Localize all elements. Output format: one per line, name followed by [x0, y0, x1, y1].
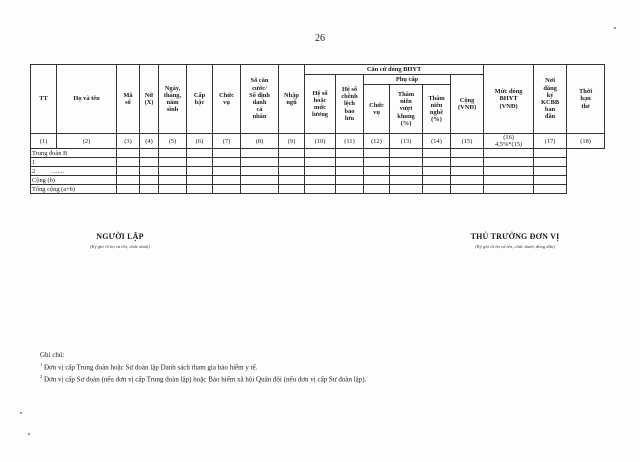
header-diff-coef: Hệ số chênh lệch bảo lưu — [336, 75, 364, 134]
note-item — [40, 372, 600, 384]
head-of-unit-title: THỦ TRƯỞNG ĐƠN VỊ — [470, 232, 560, 241]
col-number: (10) — [305, 134, 336, 149]
col-number: (17) — [534, 134, 567, 149]
header-dob: Ngày, tháng, năm sinh — [159, 65, 187, 134]
header-salary-coef: Hệ số hoặc mức lương — [305, 75, 336, 134]
row-label: 1 — [31, 158, 117, 167]
header-rank: Cấp bậc — [187, 65, 213, 134]
preparer-title: NGƯỜI LẬP — [96, 232, 144, 241]
header-total: Cộng (VNĐ) — [451, 75, 484, 134]
note-item — [40, 360, 600, 372]
header-code: Mã số — [117, 65, 140, 134]
col-number: (5) — [159, 134, 187, 149]
header-validity: Thời hạn thẻ — [567, 65, 605, 134]
header-position: Chức vụ — [213, 65, 241, 134]
table-row — [31, 167, 605, 176]
row-label: Cộng (b) — [31, 176, 117, 185]
header-allowance: Phụ cấp — [364, 75, 451, 85]
col-number: (18) — [567, 134, 605, 149]
head-of-unit-signature-block — [430, 232, 600, 249]
note-mark: 1 — [40, 362, 43, 367]
header-id-number: Số căn cước/ Số định danh cá nhân — [241, 65, 279, 134]
notes — [40, 350, 600, 385]
table-row — [31, 185, 605, 194]
col-number: (12) — [364, 134, 390, 149]
health-insurance-table — [30, 64, 605, 194]
header-allow-seniority-exceed: Thâm niên vượt khung (%) — [390, 85, 423, 134]
table-row — [31, 158, 605, 167]
note-text: Đơn vị cấp Trung đoàn hoặc Sư đoàn lập Danh sách tham gia bảo hiểm y tế. — [42, 363, 258, 372]
col-number: (3) — [117, 134, 140, 149]
scan-speck — [28, 433, 30, 435]
header-enlistment: Nhập ngũ — [279, 65, 305, 134]
col-number: (4) — [140, 134, 159, 149]
note-mark: 2 — [40, 374, 43, 380]
header-allow-seniority-job: Thâm niên nghề (%) — [423, 85, 451, 134]
preparer-signature-block — [40, 232, 200, 249]
header-female: Nữ (X) — [140, 65, 159, 134]
col-number: (2) — [57, 134, 117, 149]
row-label: Tổng cộng (a+b) — [31, 185, 117, 194]
col-number: (9) — [279, 134, 305, 149]
col-number: (1) — [31, 134, 57, 149]
preparer-note: (Ký ghi rõ họ và tên, chức danh) — [90, 244, 150, 249]
header-contribution: Mức đóng BHYT (VNĐ) — [484, 65, 534, 134]
page-number: 26 — [315, 33, 325, 44]
col-number: (15) — [451, 134, 484, 149]
col-number: (14) — [423, 134, 451, 149]
col-number: (16) 4,5%*(15) — [484, 134, 534, 149]
col-number: (7) — [213, 134, 241, 149]
header-registration: Nơi đăng ký KCBB ban đầu — [534, 65, 567, 134]
header-name: Họ và tên — [57, 65, 117, 134]
notes-heading: Ghi chú: — [40, 351, 65, 359]
head-of-unit-note: (Ký ghi rõ họ và tên, chức danh, đóng dấu) — [475, 244, 555, 249]
row-label: Trung đoàn B — [31, 149, 117, 158]
col-number: (13) — [390, 134, 423, 149]
row-label: 2 ........ — [31, 167, 117, 176]
header-tt: TT — [31, 65, 57, 134]
scan-speck — [20, 412, 22, 414]
col-number: (11) — [336, 134, 364, 149]
table-row — [31, 176, 605, 185]
col-number: (8) — [241, 134, 279, 149]
col-number: (6) — [187, 134, 213, 149]
scan-speck — [614, 27, 616, 29]
header-bhyt-basis: Căn cứ đóng BHYT — [305, 65, 484, 75]
note-text: Đơn vị cấp Sư đoàn (nếu đơn vị cấp Trung đoàn lập) hoặc Bảo hiểm xã hội Quân đội (nếu đơn vị cấp Sư đoàn lập). — [42, 375, 367, 384]
table-row — [31, 149, 605, 158]
header-allow-position: Chức vụ — [364, 85, 390, 134]
